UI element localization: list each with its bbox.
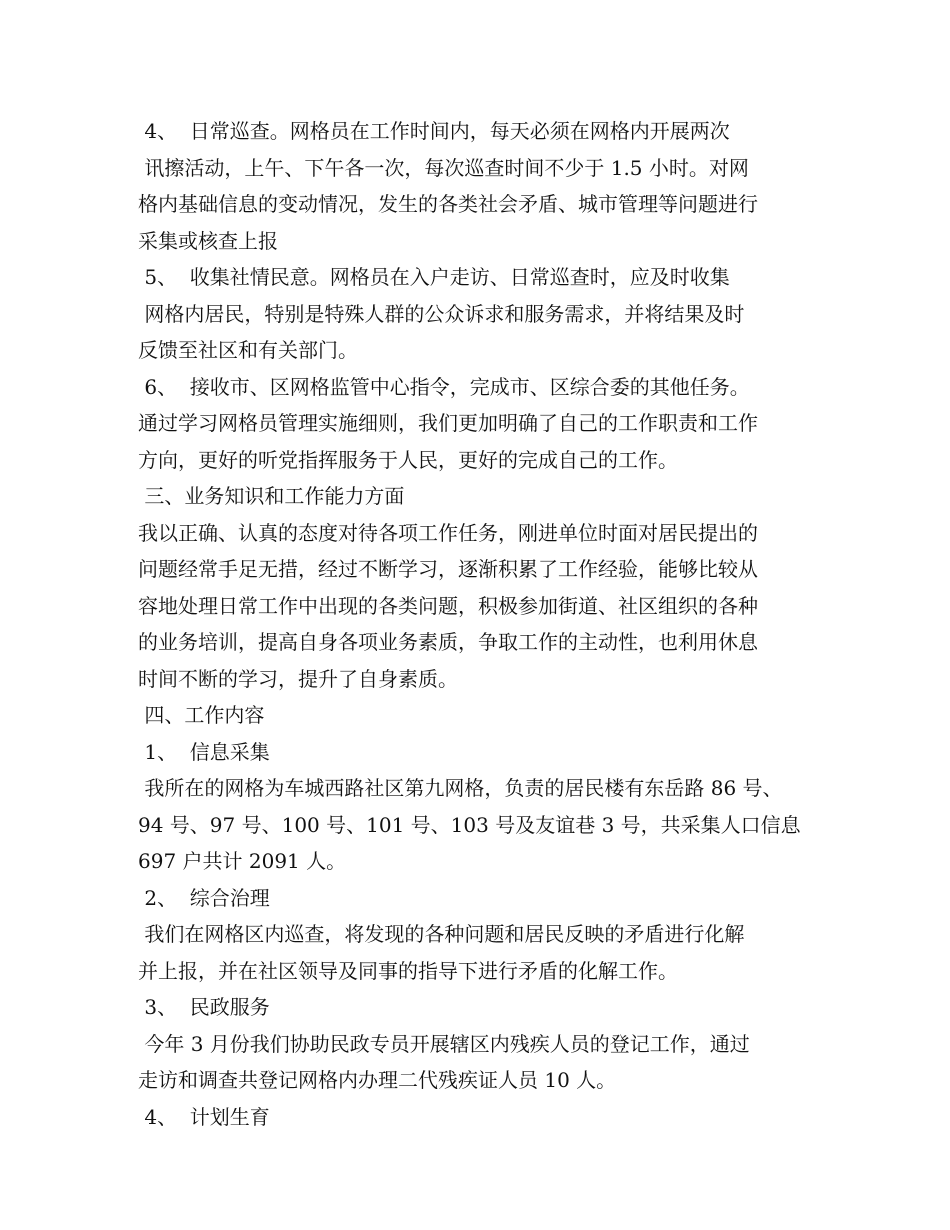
text-line: 5、 收集社情民意。网格员在入户走访、日常巡查时，应及时收集 (138, 265, 730, 289)
text-line: 的业务培训，提高自身各项业务素质，争取工作的主动性，也利用休息 (138, 630, 758, 654)
subsection-heading: 3、 民政服务 (138, 995, 270, 1019)
text-line: 格内基础信息的变动情况，发生的各类社会矛盾、城市管理等问题进行 (138, 192, 758, 216)
subsection-heading: 4、 计划生育 (138, 1104, 270, 1129)
text-line: 94 号、97 号、100 号、101 号、103 号及友谊巷 3 号，共采集人口信息 (138, 812, 801, 837)
text-line: 容地处理日常工作中出现的各类问题，积极参加街道、社区组织的各种 (138, 593, 758, 618)
text-line: 采集或核查上报 (138, 228, 278, 253)
text-line: 网格内居民，特别是特殊人群的公众诉求和服务需求，并将结果及时 (138, 301, 745, 326)
text-line: 时间不断的学习，提升了自身素质。 (138, 666, 458, 691)
text-line: 反馈至社区和有关部门。 (138, 338, 358, 362)
document-text-body (138, 113, 838, 1135)
subsection-heading: 2、 综合治理 (138, 885, 270, 910)
section-heading: 三、业务知识和工作能力方面 (138, 484, 405, 508)
text-line: 4、 日常巡查。网格员在工作时间内，每天必须在网格内开展两次 (138, 119, 730, 143)
text-line: 方向，更好的听党指挥服务于人民，更好的完成自己的工作。 (138, 447, 678, 472)
text-line: 并上报，并在社区领导及同事的指导下进行矛盾的化解工作。 (138, 958, 678, 983)
text-line: 我们在网格区内巡查，将发现的各种问题和居民反映的矛盾进行化解 (138, 922, 745, 946)
section-heading: 四、工作内容 (138, 703, 265, 727)
text-line: 讯擦活动，上午、下午各一次，每次巡查时间不少于 1.5 小时。对网 (138, 155, 749, 180)
text-line: 今年 3 月份我们协助民政专员开展辖区内残疾人员的登记工作，通过 (138, 1031, 750, 1056)
text-line: 问题经常手足无措，经过不断学习，逐渐积累了工作经验，能够比较从 (138, 557, 758, 581)
text-line: 我以正确、认真的态度对待各项工作任务，刚进单位时面对居民提出的 (138, 520, 758, 545)
text-line: 通过学习网格员管理实施细则，我们更加明确了自己的工作职责和工作 (138, 411, 758, 435)
text-line: 我所在的网格为车城西路社区第九网格，负责的居民楼有东岳路 86 号、 (138, 776, 783, 800)
text-line: 走访和调查共登记网格内办理二代残疾证人员 10 人。 (138, 1068, 617, 1092)
text-line: 697 户共计 2091 人。 (138, 849, 347, 873)
text-line: 6、 接收市、区网格监管中心指令，完成市、区综合委的其他任务。 (138, 374, 750, 399)
subsection-heading: 1、 信息采集 (138, 739, 270, 764)
